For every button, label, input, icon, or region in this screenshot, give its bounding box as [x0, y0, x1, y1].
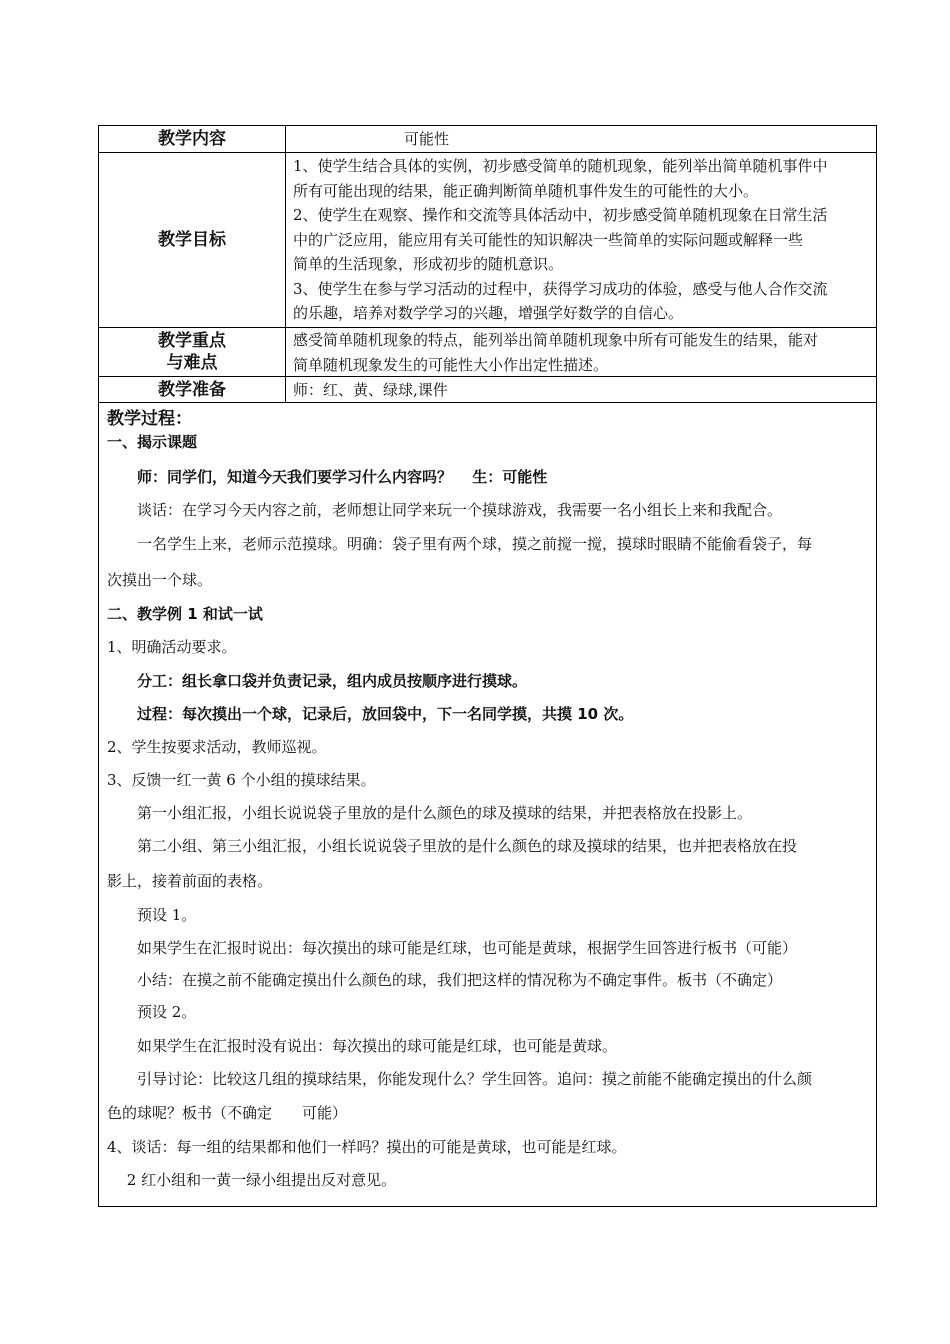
label-content: 教学内容 — [99, 126, 286, 152]
row-goals — [99, 153, 876, 328]
label-key-points: 教学重点 与难点 — [99, 328, 286, 376]
process-line: 小结：在摸之前不能确定摸出什么颜色的球，我们把这样的情况称为不确定事件。板书（不确定） — [107, 971, 783, 989]
lesson-plan-table — [98, 125, 877, 1207]
goals-line: 3、使学生在参与学习活动的过程中，获得学习成功的体验，感受与他人合作交流 — [293, 279, 828, 298]
row-key-points — [99, 328, 876, 377]
goals-line: 简单的生活现象，形成初步的随机意识。 — [293, 255, 564, 273]
label-goals: 教学目标 — [99, 153, 286, 327]
process-line: 第一小组汇报，小组长说说袋子里放的是什么颜色的球及摸球的结果，并把表格放在投影上。 — [107, 804, 753, 822]
process-line: 1、明确活动要求。 — [107, 638, 237, 656]
section-heading: 二、教学例 1 和试一试 — [107, 605, 263, 623]
label-preparation: 教学准备 — [99, 377, 286, 402]
goals-line: 所有可能出现的结果，能正确判断简单随机事件发生的可能性的大小。 — [293, 181, 759, 200]
goals-line: 中的广泛应用，能应用有关可能性的知识解决一些简单的实际问题或解释一些 — [293, 230, 804, 249]
process-line: 预设 1。 — [107, 906, 197, 924]
process-line: 第二小组、第三小组汇报，小组长说说袋子里放的是什么颜色的球及摸球的结果，也并把表格放在投 — [107, 837, 798, 855]
process-line: 影上，接着前面的表格。 — [107, 872, 273, 890]
process-line: 一名学生上来，老师示范摸球。明确：袋子里有两个球，摸之前搅一搅，摸球时眼睛不能偷看袋子，每 — [107, 535, 813, 553]
dialogue-line: 师：同学们，知道今天我们要学习什么内容吗？ 生：可能性 — [107, 468, 548, 486]
process-line: 2、学生按要求活动，教师巡视。 — [107, 738, 327, 756]
process-line: 谈话：在学习今天内容之前，老师想让同学来玩一个摸球游戏，我需要一名小组长上来和我配合。 — [107, 501, 783, 519]
key-line: 感受简单随机现象的特点，能列举出简单随机现象中所有可能发生的结果，能对 — [293, 331, 819, 349]
process-line: 引导讨论：比较这几组的摸球结果，你能发现什么？学生回答。追问：摸之前能不能确定摸出的什么颜 — [107, 1070, 813, 1088]
content-value: 可能性 — [404, 130, 450, 148]
process-line: 色的球呢？板书（不确定 可能） — [107, 1104, 348, 1122]
process-title: 教学过程： — [107, 409, 192, 429]
row-preparation — [99, 377, 876, 403]
key-line: 简单随机现象发生的可能性大小作出定性描述。 — [293, 355, 609, 374]
process-line: 如果学生在汇报时没有说出：每次摸出的球可能是红球，也可能是黄球。 — [107, 1037, 618, 1055]
key-points-text — [293, 328, 870, 377]
process-line: 4、谈话：每一组的结果都和他们一样吗？摸出的可能是黄球，也可能是红球。 — [107, 1138, 627, 1156]
goals-line: 的乐趣，培养对数学学习的兴趣，增强学好数学的自信心。 — [293, 304, 684, 322]
goals-text — [293, 154, 870, 326]
goals-line: 2、使学生在观察、操作和交流等具体活动中，初步感受简单随机现象在日常生活 — [293, 206, 828, 224]
preparation-value: 师：红、黄、绿球,课件 — [293, 381, 448, 399]
process-line: 如果学生在汇报时说出：每次摸出的球可能是红球，也可能是黄球，根据学生回答进行板书（可能） — [107, 939, 798, 957]
process-line: 分工：组长拿口袋并负责记录，组内成员按顺序进行摸球。 — [107, 672, 528, 690]
row-content — [99, 126, 876, 153]
process-line: 3、反馈一红一黄 6 个小组的摸球结果。 — [107, 771, 376, 789]
process-line: 2 红小组和一黄一绿小组提出反对意见。 — [107, 1171, 397, 1189]
goals-line: 1、使学生结合具体的实例，初步感受简单的随机现象，能列举出简单随机事件中 — [293, 157, 828, 175]
process-line: 次摸出一个球。 — [107, 571, 213, 589]
section-heading: 一、揭示课题 — [107, 433, 198, 451]
teaching-process-section — [99, 403, 876, 1206]
process-line: 预设 2。 — [107, 1003, 197, 1021]
process-line: 过程：每次摸出一个球，记录后，放回袋中，下一名同学摸，共摸 10 次。 — [107, 705, 634, 723]
